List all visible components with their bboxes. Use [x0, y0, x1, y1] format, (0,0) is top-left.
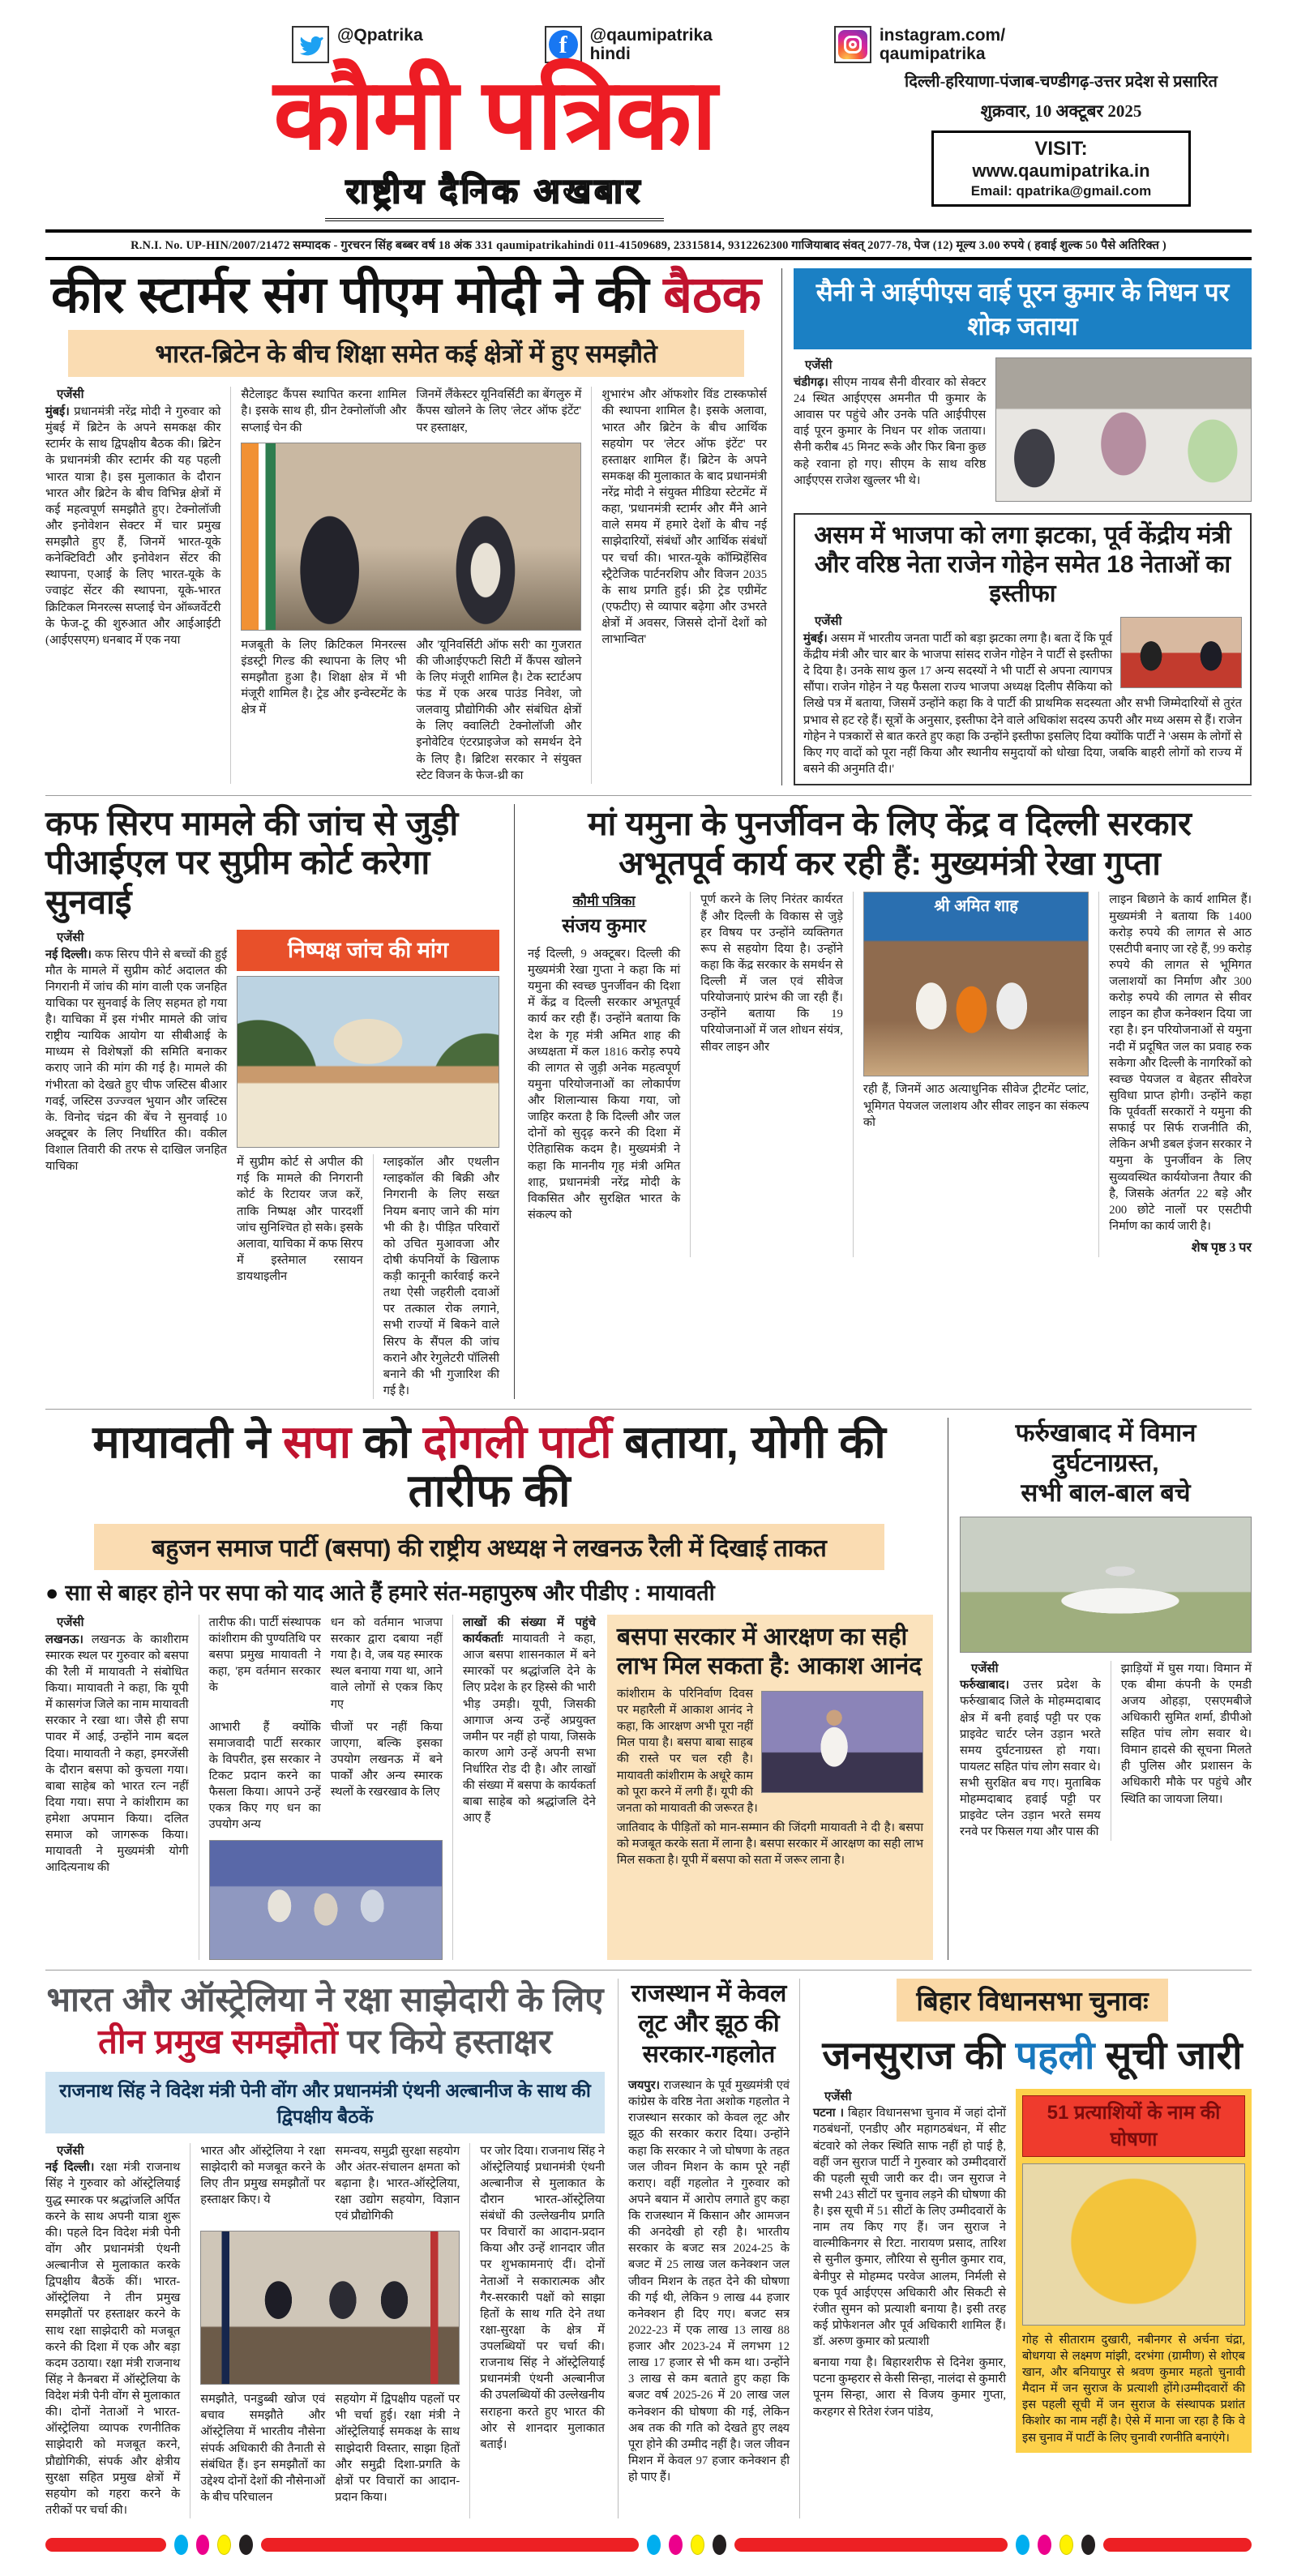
candidates-box-body: गोह से सीताराम दुखारी, नबीनगर से अर्चना चंद्रा, बोधगया से लक्ष्मण मांझी, दरभंगा (ग्रामीण) से शोएब खान, और बनियापुर से श्रवण कुमार महतो चुनावी मैदान में जन सुराज के प्रत्याशी होंगे।उम्मीदवारों की इस पहली सूची में जन सुराज के संस्थापक प्रशांत किशोर का नाम नहीं है। ऐसे में माना जा रहा है कि वे इस चुनाव में पार्टी के लिए चुनावी रणनीति बनाएंगे। [1022, 2333, 1245, 2445]
syrup-column-1: एजेंसी नई दिल्ली। कफ सिरप पीने से बच्चों की हुई मौत के मामले में सुप्रीम कोर्ट अदालत की निगरानी में जांच की मांग वाली एक जनहित याचिका पर सुनवाई के लिए सहमत हो गया है। याचिका में इस गंभीर मामले की जांच राष्ट्रीय न्यायिक आयोग या सीबीआई के माध्यम से विशेषज्ञों की समिति बनाकर कराए जाने की मांग की गई है। मामले की गंभीरता को देखते हुए चीफ जस्टिस बीआर गवई, जस्टिस उज्ज्वल भुयान और जस्टिस के. विनोद चंद्रन की बेंच ने सुनवाई 10 अक्टूबर के लिए निर्धारित की। वकील विशाल तिवारी की तरफ से दाखिल जनहित याचिका [45, 931, 227, 1174]
article-assam-bjp-resignations [794, 513, 1252, 785]
modi-col2-bottom: मजबूती के लिए क्रिटिकल मिनरल्स इंडस्ट्री गिल्ड की स्थापना के लिए भी समझौता हुआ है। शिक्षा क्षेत्र में भी मंजूरी शामिल है। ट्रेड और इन्वेस्टमेंट के क्षेत्र में [241, 638, 407, 717]
twitter-icon [292, 26, 329, 63]
mayawati-col3-top: धन को वर्तमान भाजपा सरकार द्वारा दबाया नहीं गया है। वे, जब यह स्मारक स्थल बनाया गया था, आने वाले लोगों से एकत्र किए गए [330, 1615, 443, 1711]
website-url[interactable]: www.qaumipatrika.in [972, 160, 1150, 182]
masthead-header [45, 11, 1252, 260]
photo-modi-starmer-meeting [241, 443, 581, 631]
instagram-handle-text: instagram.com/ qaumipatrika [879, 26, 1006, 64]
mayawati-col3-bottom: चीजों पर नहीं किया जाएगा, बल्कि इसका उपयोग लखनऊ में बने पार्कों और अन्य स्मारक स्थलों के रखरखाव के लिए [330, 1720, 443, 1799]
jansuraj-column-2: बनाया गया है। बिहारशरीफ से दिनेश कुमार, पटना कुम्हरार से केसी सिन्हा, नालंदा से कुमारी पूनम सिन्हा, आरा से विजय कुमार गुप्ता, करहगर से रितेश रंजन पांडेय, [813, 2356, 1007, 2419]
syrup-box-label: निष्पक्ष जांच की मांग [237, 930, 499, 971]
akash-body-bottom: जातिवाद के पीड़ितों को मान-सम्मान की जिंदगी मायावती ने दी है। बसपा को मजबूत करके सता में लाना है। बसपा सरकार में आरक्षण का सही लाभ मिल सकता है। यूपी में बसपा को सता में जरूर लाना है। [616, 1821, 923, 1868]
cmyk-cyan-dot [174, 2535, 188, 2555]
photo-hoarding-text: श्री अमित शाह [934, 897, 1018, 916]
article-cough-syrup-pil [45, 804, 499, 1399]
twitter-handle-text: @Qpatrika [336, 26, 423, 45]
region-line: दिल्ली-हरियाणा-पंजाब-चण्डीगढ़-उत्तर प्रदेश से प्रसारित [905, 73, 1218, 92]
article-gehlot-rajasthan [618, 1979, 800, 2518]
cmyk-magenta-dot [669, 2535, 683, 2555]
article-india-australia-defence [45, 1979, 605, 2518]
twitter-handle[interactable] [292, 26, 423, 63]
cmyk-yellow-dot [691, 2535, 704, 2555]
plane-column-1: एजेंसी फर्रुखाबाद। उत्तर प्रदेश के फर्रुखाबाद जिले के मोहम्मदाबाद क्षेत्र में बनी हवाई पट्टी पर एक प्राइवेट चार्टर प्लेन उड़ान भरते समय दुर्घटनाग्रस्त हो गया। पायलट सहित पांच लोग सवार थे। सभी सुरक्षित बच गए। मुताबिक मोहम्मदाबाद हवाई पट्टी पर प्राइवेट प्लेन उड़ान भरते समय रनवे पर फिसल गया और पास की [960, 1662, 1101, 1839]
assam-byline: एजेंसी [815, 615, 842, 629]
saini-headline: सैनी ने आईपीएस वाई पूरन कुमार के निधन पर शोक जताया [794, 268, 1252, 349]
syrup-right-block [237, 930, 499, 1399]
plane-headline: फर्रुखाबाद में विमान दुर्घटनाग्रस्त, सभी बाल-बाल बचे [1015, 1419, 1196, 1508]
article-akash-anand-box [607, 1615, 933, 1960]
cmyk-cyan-dot [647, 2535, 661, 2555]
press-bar [261, 2538, 639, 2552]
newspaper-title: कौमी पत्रिका [273, 59, 716, 170]
mayawati-text-block [45, 1615, 596, 1960]
facebook-handle[interactable] [545, 26, 713, 63]
press-bar [734, 2538, 1008, 2552]
australia-headline: भारत और ऑस्ट्रेलिया ने रक्षा साझेदारी के लिए तीन प्रमुख समझौतों पर किये हस्ताक्षर [46, 1979, 604, 2061]
photo-supreme-court-building [237, 976, 499, 1148]
mayawati-column-middle [199, 1615, 443, 1960]
australia-column-middle [190, 2143, 460, 2518]
press-bar [45, 2538, 166, 2552]
assam-headline: असम में भाजपा को लगा झटका, पूर्व केंद्रीय मंत्री और वरिष्ठ नेता राजेन गोहेन समेत 18 नेताओं का इस्तीफा [814, 522, 1231, 608]
candidates-box-title: 51 प्रत्याशियों के नाम की घोषणा [1022, 2095, 1245, 2157]
modi-headline: कीर स्टार्मर संग पीएम मोदी ने की बैठक [50, 267, 762, 324]
saini-text: एजेंसी चंडीगढ़। सीएम नायब सैनी वीरवार को सेक्टर 24 स्थित आईएएस अमनीत पी कुमार के आवास पर पहुंचे और उनके पति आईपीएस वाई पूरन कुमार के निधन पर शोक जताया। सैनी करीब 45 मिनट रूके और फिर बिना कुछ कहे रवाना हो गए। सीएम के साथ वरिष्ठ आईएएस राजेश खुल्लर भी थे। [794, 359, 987, 487]
australia-subhead: राजनाथ सिंह ने विदेश मंत्री पेनी वोंग और प्रधानमंत्री एंथनी अल्बानीज के साथ की द्विपक्षीय बैठकें [45, 2072, 605, 2133]
syrup-column-3: ग्लाइकॉल और एथलीन ग्लाइकॉल की बिक्री और निगरानी के लिए सख्त नियम बनाए जाने की मांग भी की है। पीड़ित परिवारों को उचित मुआवजा और दोषी कंपनियों के खिलाफ कड़ी कानूनी कार्रवाई करने तथा ऐसी जहरीली दवाओं पर तत्काल रोक लगाने, सभी राज्यों में बिकने वाले सिरप के सैंपल की जांच कराने और रेगुलेटरी पॉलिसी बनाने की भी गुजारिश की गई है। [373, 1154, 499, 1399]
middle-section [45, 795, 1252, 1399]
australia-col3-bottom: सहयोग में द्विपक्षीय पहलों पर भी चर्चा हुई। रक्षा मंत्री ने ऑस्ट्रेलियाई समकक्ष के साथ साझेदारी विस्तार, साझा हितों और समुद्री दिशा-प्रगति के क्षेत्रों पर विचारों का आदान-प्रदान किया। [335, 2393, 460, 2504]
syrup-headline: कफ सिरप मामले की जांच से जुड़ी पीआईएल पर सुप्रीम कोर्ट करेगा सुनवाई [45, 804, 459, 921]
assam-body: मुंबई। असम में भारतीय जनता पार्टी को बड़ा झटका लगा है। बता दें कि पूर्व केंद्रीय मंत्री और चार बार के भाजपा सांसद राजेन गोहेन ने पार्टी से इस्तीफा दे दिया है। उनके साथ कुल 17 अन्य सदस्यों ने भी पार्टी से अपना त्यागपत्र सौंपा। राजेन गोहेन ने यह फैसला राज्य भाजपा अध्यक्ष दिलीप सैकिया को लिखे पत्र में बताया, जिसमें उन्होंने कहा कि वे पार्टी की प्राथमिक सदस्यता और सभी जिम्मेदारियों से तुरंत प्रभाव से हट रहे हैं। सूत्रों के अनुसार, इस्तीफा देने वाले अधिकांश सदस्य ऊपरी और मध्य असम से हैं। राजेन गोहेन ने पत्रकारों से बात करते हुए कहा कि उन्होंने इस्तीफा इसलिए दिया क्योंकि पार्टी ने 'असम के लोगों से किए गए वादों को पूरा नहीं किया और स्थानीय समुदायों को धोखा दिया, जबकि बाहरी लोगों को राज्य में बसने की अनुमति दी।' [803, 631, 1242, 776]
australia-col2-bottom: समझौते, पनडुब्बी खोज एवं बचाव समझौते और ऑस्ट्रेलिया में भारतीय नौसेना संपर्क अधिकारी की तैनाती से संबंधित हैं। इन समझौतों का उद्देश्य दोनों देशों की नौसेनाओं के बीच परिचालन [200, 2393, 326, 2504]
modi-subhead: भारत-ब्रिटेन के बीच शिक्षा समेत कई क्षेत्रों में हुए समझौते [68, 330, 744, 377]
continued-on-page-3: शेष पृष्ठ 3 पर [1191, 1241, 1252, 1255]
cmyk-magenta-dot [1038, 2535, 1051, 2555]
gehlot-body: जयपुर। राजस्थान के पूर्व मुख्यमंत्री एवं कांग्रेस के वरिष्ठ नेता अशोक गहलोत ने राजस्थान सरकार को केवल लूट और झूठ की सरकार करार दिया। उन्होंने कहा कि सरकार ने जो घोषणा के तहत जल जीवन मिशन के काम पूरे नहीं कराए। वहीं गहलोत ने गुरुवार को अपने बयान में आरोप लगाते हुए कहा कि राजस्थान में किसान और आमजन की अनदेखी हो रही है। भारतीय सरकार के बजट सत्र 2024-25 के बजट में 25 लाख जल कनेक्शन जल जीवन मिशन के तहत देने की घोषणा की गई थी, लेकिन 9 लाख 44 हजार कनेक्शन ही दिए गए। बजट सत्र 2022-23 में एक लाख 13 लाख 88 हजार और 2023-24 में लगभग 12 लाख 17 हजार से भी कम था। उन्होंने 3 लाख से कम बताते हुए कहा कि बजट वर्ष 2025-26 में 20 लाख जल कनेक्शन की घोषणा की गई, लेकिन अब तक की गति को देखते हुए लक्ष्य पूरा होने की उम्मीद नहीं है। जल जीवन मिशन में केवल 97 हजार कनेक्शन ही हो पाए हैं। [628, 2079, 790, 2484]
facebook-handle-text: @qaumipatrika hindi [589, 26, 713, 64]
yamuna-byline-name: संजय कुमार [562, 914, 646, 937]
yamuna-under-photo-text: रही हैं, जिनमें आठ अत्याधुनिक सीवेज ट्रीटमेंट प्लांट, भूमिगत पेयजल जलाशय और सीवर लाइन का संकल्प को [863, 1083, 1089, 1129]
gehlot-headline: राजस्थान में केवल लूट और झूठ की सरकार-गहलोत [631, 1979, 787, 2068]
modi-column-middle [230, 387, 581, 784]
jansuraj-kicker: बिहार विधानसभा चुनावः [897, 1979, 1167, 2022]
mayawati-subhead: बहुजन समाज पार्टी (बसपा) की राष्ट्रीय अध्यक्ष ने लखनऊ रैली में दिखाई ताकत [94, 1524, 884, 1570]
photo-defence-agreement-signing [200, 2231, 460, 2385]
australia-column-4: पर जोर दिया। राजनाथ सिंह ने ऑस्ट्रेलियाई प्रधानमंत्री एंथनी अल्बानीज से मुलाकात के दौरान भारत-ऑस्ट्रेलिया संबंधों की उल्लेखनीय प्रगति पर विचारों का आदान-प्रदान किया और उन्हें शानदार जीत पर शुभकामनाएं दीं। दोनों नेताओं ने सकारात्मक और गैर-सरकारी पक्षों को साझा हितों के साथ गति देने तथा रक्षा-सुरक्षा के क्षेत्र में उपलब्धियों पर चर्चा की। राजनाथ सिंह ने ऑस्ट्रेलियाई प्रधानमंत्री एंथनी अल्बानीज की उपलब्धियों की उल्लेखनीय सराहना करते हुए भारत की ओर से शानदार मुलाकात बताई। [469, 2143, 605, 2518]
yamuna-photo-block [853, 892, 1089, 1257]
photo-rajen-gohain-press [1120, 617, 1242, 688]
article-jansuraj-list [813, 1979, 1252, 2518]
newspaper-tagline: राष्ट्रीय दैनिक अखबार [325, 167, 664, 221]
plane-column-2: झाड़ियों में घुस गया। विमान में एक बीमा कंपनी के एमडी अजय ओहड़ा, एसएमबीजे अधिकारी सुमित शर्मा, डीपीओ सहित पांच लोग सवार थे। विमान हादसे की सूचना मिलते ही पुलिस और प्रशासन के अधिकारी मौके पर पहुंचे और स्थिति का जायजा लिया। [1111, 1661, 1252, 1841]
cmyk-cyan-dot [1016, 2535, 1029, 2555]
jansuraj-column-1: एजेंसी पटना । बिहार विधानसभा चुनाव में जहां दोनों गठबंधनों, एनडीए और महागठबंधन, में सीट बंटवारे को लेकर स्थिति साफ नहीं हो पाई है, वहीं जन सुराज पार्टी ने गुरुवार को उम्मीदवारों की पहली सूची जारी कर दी। जन सुराज ने सभी 243 सीटों पर चुनाव लड़ने की घोषणा की है। इस सूची में 51 सीटों के लिए उम्मीदवारों के नाम तय किए गए हैं। जन सुराज ने वाल्मीकिनगर से रिटा. नारायण प्रसाद, तारिश से सुनील कुमार, लौरिया से सुनील कुमार राव, बेनीपुर से मोहम्मद परवेज आलम, निर्मली से एक पूर्व आईएएस अधिकारी और सिकटी से रंजीत सुमन को प्रत्याशी बनाया है। इसी तरह कई प्रोफेशनल और पूर्व अधिकारी शामिल हैं। डॉ. अरुण कुमार को प्रत्याशी बनाया गया है। बिहारशरीफ से दिनेश कुमार, पटना कुम्हरार से केसी सिन्हा, नालंदा से कुमारी पूनम सिन्हा, आरा से विजय कुमार गुप्ता, करहगर से रितेश रंजन पांडेय, [813, 2089, 1006, 2453]
australia-col2-top: भारत और ऑस्ट्रेलिया ने रक्षा साझेदारी को मजबूत करने के लिए तीन प्रमुख समझौतों पर हस्ताक्षर किए। ये [200, 2144, 326, 2206]
photo-mayawati-rally-stage [209, 1840, 443, 1960]
syrup-column-2: में सुप्रीम कोर्ट से अपील की गई कि मामले की निगरानी कोर्ट के रिटायर जज करें, ताकि निष्पक्ष और पारदर्शी जांच सुनिश्चित हो सके। इसके अलावा, याचिका में कफ सिरप में इस्तेमाल रसायन डायथाइलीन [237, 1156, 363, 1284]
modi-col3-top: जिनमें लैंकेस्टर यूनिवर्सिटी का बेंगलुरु में कैंपस खोलने के लिए 'लेटर ऑफ इंटेंट' पर हस्ताक्षर, [416, 388, 582, 434]
modi-col3-bottom: और 'यूनिवर्सिटी ऑफ सरी' का गुजरात की जीआईएफटी सिटी में कैंपस खोलने के लिए मंजूरी शामिल है। टेक स्टार्टअप फंड में एक अरब पाउंड निवेश, जो जलवायु प्रौद्योगिकी और संबंधित क्षेत्रों के लिए क्वालिटी टेक्नोलॉजी और इनोवेटिव एंटरप्राइजेज को समर्थन देने के लिए है। ब्रिटिश सरकार ने संयुक्त स्टेट विजन के फेज-थ्री का [416, 638, 582, 782]
photo-saini-condolence-visit [995, 357, 1252, 502]
yamuna-column-1: कौमी पत्रिका संजय कुमार नई दिल्ली, 9 अक्टूबर। दिल्ली की मुख्यमंत्री रेखा गुप्ता ने कहा कि मां यमुना की स्वच्छ पुनर्जीवन की दिशा में केंद्र व दिल्ली सरकार अभूतपूर्व कार्य कर रही हैं। उन्होंने बताया कि देश के गृह मंत्री अमित शाह की अध्यक्षता में कल 1816 करोड़ रुपये की लागत से जुड़ी अनेक महत्वपूर्ण यमुना परियोजनाओं का लोकार्पण और शिलान्यास किया गया, जो जाहिर करता है कि दिल्ली और जल दोनों को सुदृढ़ करने की दिशा में ऐतिहासिक कदम है। मुख्यमंत्री ने कहा कि माननीय गृह मंत्री अमित शाह, प्रधानमंत्री नरेंद्र मोदी के विकसित और सुरक्षित भारत के संकल्प को [528, 893, 681, 1222]
article-modi-starmer [45, 268, 767, 785]
mayawati-col2-top: तारीफ की। पार्टी संस्थापक कांशीराम की पुण्यतिथि पर बसपा प्रमुख मायावती ने कहा, 'हम वर्तमान सरकार के [208, 1615, 321, 1695]
social-row [45, 11, 1252, 65]
cmyk-yellow-dot [1059, 2535, 1073, 2555]
photo-akash-anand-podium [761, 1691, 923, 1793]
cmyk-black-dot [1081, 2535, 1095, 2555]
mayawati-bullet-line: ● साा से बाहर होने पर सपा को याद आते हैं हमारे संत-महापुरुष और पीडीए : मायावती [45, 1580, 715, 1605]
mayawati-column-1: एजेंसी लखनऊ। लखनऊ के काशीराम स्मारक स्थल पर गुरुवार को बसपा की रैली में मायावती ने संबोधित किया। मायावती ने कहा, कि यूपी में कासगंज जिले का नाम मायावती सरकार ने रखा था। जैसे ही सपा पावर में आई, उन्होंने नाम बदल दिया। मायावती ने कहा, इमरजेंसी के दौरान बसपा को कुचला गया। बाबा साहेब को भारत रत्न नहीं दिया गया। सपा ने कांशीराम का हमेशा अपमान किया। दलित समाज को जागरूक किया। मायावती ने मुख्यमंत्री योगी आदित्यनाथ की [45, 1615, 189, 1875]
yamuna-byline-org: कौमी पत्रिका [572, 893, 636, 909]
article-yamuna-rekha-gupta [514, 804, 1252, 1399]
mayawati-section [45, 1409, 1252, 1960]
modi-col2-top: सैटेलाइट कैंपस स्थापित करना शामिल है। इसके साथ ही, ग्रीन टेक्नोलॉजी और सप्लाई चेन की [241, 388, 407, 434]
article-plane-crash-farrukhabad [948, 1418, 1252, 1960]
mayawati-headline: मायावती ने सपा को दोगली पार्टी बताया, योगी की तारीफ की [92, 1416, 886, 1517]
yamuna-column-2: पूर्ण करने के लिए निरंतर कार्यरत हैं और दिल्ली के विकास से जुड़े हर विषय पर उन्होंने व्यक्तिगत रूप से सहयोग दिया है। उन्होंने कहा कि केंद्र सरकार के समर्थन से दिल्ली में जल एवं सीवेज परियोजनाएं प्रारंभ की जा रही हैं। उन्होंने बताया कि 19 परियोजनाओं में जल शोधन संयंत्र, सीवर लाइन और [690, 892, 843, 1257]
modi-column-1: एजेंसी मुंबई। प्रधानमंत्री नरेंद्र मोदी ने गुरुवार को मुंबई में ब्रिटेन के अपने समकक्ष कीर स्टार्मर के साथ द्विपक्षीय बैठक की। ब्रिटेन के प्रधानमंत्री कीर स्टार्मर की यह पहली भारत यात्रा है। इस मुलाकात के दौरान भारत और ब्रिटेन के बीच विभिन्न क्षेत्रों में कई महत्वपूर्ण समझौते हुए। टेक्नोलॉजी और इनोवेशन सेक्टर में चार प्रमुख समझौते हुए हैं, जिनमें भारत-यूके कनेक्टिविटी और इनोवेशन सेंटर की स्थापना, एआई के लिए भारत-यूके के ज्वाइंट सेंटर की स्थापना, यूके-भारत क्रिटिकल मिनरल्स सप्लाई चेन ऑब्जर्वेटरी के फेज-टू की शुरुआत और आईआईटी (आईएसएम) धनबाद में एक नया [45, 388, 221, 647]
bottom-section [45, 1970, 1252, 2518]
cmyk-black-dot [713, 2535, 726, 2555]
email-line[interactable]: Email: qpatrika@gmail.com [970, 183, 1152, 199]
modi-column-4: शुभारंभ और ऑफशोर विंड टास्कफोर्स की स्थापना शामिल है। इसके अलावा, भारत और ब्रिटेन के बीच आर्थिक सहयोग पर 'लेटर ऑफ इंटेंट' पर हस्ताक्षर शामिल हैं। ब्रिटेन के अपने समकक्ष की मुलाकात के बाद प्रधानमंत्री नरेंद्र मोदी ने संयुक्त मीडिया स्टेटमेंट में कहा, 'प्रधानमंत्री स्टार्मर और मैंने आने वाले समय में हमारे देशों के बीच नई साझेदारियों, संबंधों और आर्थिक संबंधों पर चर्चा की। भारत-यूके कॉम्प्रिहेंसिव स्ट्रैटेजिक पार्टनरशिप और विजन 2035 के साथ प्रगति हुई। फ्री ट्रेड एग्रीमेंट (एफटीए) से व्यापार बढ़ेगा और उभरते क्षेत्रों में अवसर, जिससे दोनों देशों को लाभान्वित' [591, 387, 767, 784]
photo-rekha-gupta-event [863, 892, 1089, 1076]
bullet-icon: ● [45, 1580, 59, 1605]
press-registration-color-strip [45, 2535, 1252, 2555]
article-mayawati-rally [45, 1418, 933, 1960]
modi-byline: एजेंसी [57, 388, 84, 402]
press-bar [1103, 2538, 1252, 2552]
yamuna-headline: मां यमुना के पुनर्जीवन के लिए केंद्र व दिल्ली सरकार अभूतपूर्व कार्य कर रही हैं: मुख्यमंत्री रेखा गुप्ता [588, 805, 1192, 883]
date-line: शुक्रवार, 10 अक्टूबर 2025 [980, 101, 1142, 122]
mayawati-col2-bottom: आभारी हैं क्योंकि समाजवादी पार्टी सरकार के विपरीत, इस सरकार ने टिकट प्रदान करने का फैसला किया। आपने उन्हें एकत्र किए गए धन का उपयोग अन्य [208, 1720, 321, 1832]
yamuna-column-3: लाइन बिछाने के कार्य शामिल हैं। मुख्यमंत्री ने बताया कि 1400 करोड़ रुपये की लागत से आठ एसटीपी बनाए जा रहे हैं, 99 करोड़ रुपये की लागत से भूमिगत जलाशयों का निर्माण और 300 करोड़ रुपये की लागत से सीवर लाइन का हौज कनेक्शन दिया जा रहा है। इन परियोजनाओं से यमुना नदी में प्रदूषित जल का प्रवाह रुक सकेगा और दिल्ली के नागरिकों को स्वच्छ पेयजल व बेहतर सीवरेज सुविधा प्राप्त होगी। उन्होंने कहा कि पूर्ववर्ती सरकारों ने यमुना की सफाई पर सिर्फ राजनीति की, लेकिन अभी डबल इंजन सरकार ने यमुना के पुनर्जीवन के लिए सुव्यवस्थित कार्ययोजना तैयार की है, जिसके अंतर्गत 22 बड़े और 200 छोटे नालों पर एसटीपी निर्माण का कार्य जारी है। शेष पृष्ठ 3 पर [1098, 892, 1252, 1257]
australia-column-1: एजेंसी नई दिल्ली। रक्षा मंत्री राजनाथ सिंह ने गुरुवार को ऑस्ट्रेलियाई युद्ध स्मारक पर श्रद्धांजलि अर्पित करने के साथ अपनी यात्रा शुरू की। पहले दिन विदेश मंत्री पेनी वोंग और प्रधानमंत्री एंथनी अल्बानीज से मुलाकात करके द्विपक्षीय बैठकें कीं। भारत-ऑस्ट्रेलिया ने तीन प्रमुख समझौतों पर हस्ताक्षर करने के साथ रक्षा साझेदारी को मजबूत करने की दिशा में एक और बड़ा कदम उठाया। रक्षा मंत्री राजनाथ सिंह ने कैनबरा में ऑस्ट्रेलिया के विदेश मंत्री पेनी वोंग से मुलाकात की। दोनों नेताओं ने भारत-ऑस्ट्रेलिया व्यापक रणनीतिक साझेदारी को मजबूत करने, प्रौद्योगिकी, संपर्क और क्षेत्रीय सुरक्षा सहित प्रमुख क्षेत्रों में सहयोग को गहरा करने के तरीकों पर चर्चा की। [45, 2144, 181, 2517]
article-saini-condolence [794, 268, 1252, 502]
cmyk-black-dot [239, 2535, 253, 2555]
cmyk-yellow-dot [217, 2535, 231, 2555]
photo-prashant-kishor-speaking [1022, 2163, 1245, 2326]
jansuraj-headline: जनसुराज की पहली सूची जारी [822, 2034, 1243, 2077]
right-column-stack [781, 268, 1252, 785]
mayawati-column-4: लाखों की संख्या में पहुंचे कार्यकर्ताः मायावती ने कहा, आज बसपा शासनकाल में बने स्मारकों पर श्रद्धांजलि देने के लिए प्रदेश के हर हिस्से की भारी भीड़ उमड़ी। यूपी, जिसकी आगाज अन्य उन्हें अप्रयुक्त जमीन पर नहीं हो पाया, जिसके कारण आगे उन्हें अपनी सभा निर्धारित रोड दी है। और लाखों की संख्या में बसपा के कार्यकर्ता बाबा साहेब को श्रद्धांजलि देने आए हैं [452, 1615, 596, 1960]
akash-headline: बसपा सरकार में आरक्षण का सही लाभ मिल सकता है: आकाश आनंद [616, 1623, 922, 1680]
instagram-icon [834, 26, 871, 63]
top-section [45, 268, 1252, 785]
visit-label: VISIT: [1034, 138, 1088, 160]
akash-body-left: कांशीराम के परिनिर्वाण दिवस पर महारैली में आकाश आनंद ने कहा, कि आरक्षण अभी पूरा नहीं मिल पाया है। बसपा बाबा साहब की रास्ते पर चल रही है। मायावती कांशीराम के अधूरे काम को पूरा करने में लगी हैं। यूपी की जनता को मायावती की जरूरत है। [616, 1687, 758, 1815]
visit-box [931, 131, 1191, 207]
facebook-icon: f [545, 26, 582, 63]
jansuraj-candidates-box [1016, 2089, 1252, 2453]
cmyk-magenta-dot [196, 2535, 210, 2555]
australia-col3-top: समन्वय, समुद्री सुरक्षा सहयोग और अंतर-संचालन क्षमता को बढ़ाना है। भारत-ऑस्ट्रेलिया, रक्षा उद्योग सहयोग, विज्ञान एवं प्रौद्योगिकी [335, 2144, 460, 2223]
instagram-handle[interactable] [834, 26, 1005, 63]
photo-crashed-aircraft [960, 1517, 1252, 1653]
rni-publication-line: R.N.I. No. UP-HIN/2007/21472 सम्पादक - गुरचरन सिंह बब्बर वर्ष 18 अंक 331 qaumipatrikahindi 011-41509689, 23315814, 9312262300 गाजियाबाद संवत् 2077-78, पेज (12) मूल्य 3.00 रुपये ( हवाई शुल्क 50 पैसे अतिरिक्त ) [45, 229, 1252, 260]
